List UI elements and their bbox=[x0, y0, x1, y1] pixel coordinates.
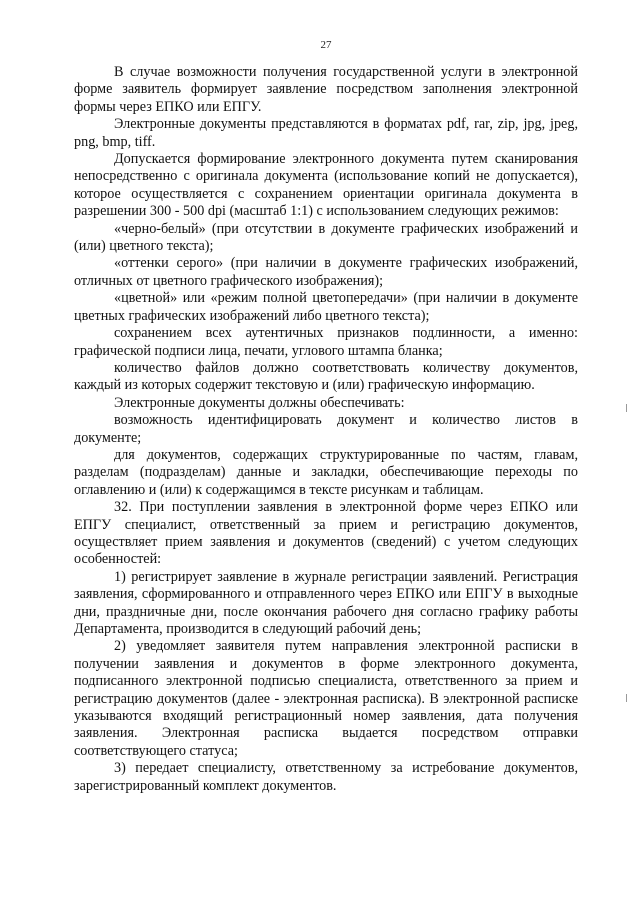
paragraph: Допускается формирование электронного документа путем сканирования непосредственно с оригинала документа (использование копий не допускается), которое осуществляется с сохранением ориентации оригинала документа в разрешении 300 - 500 dpi (масштаб 1:1) с использованием следующих режимов: bbox=[74, 151, 578, 220]
paragraph: 32. При поступлении заявления в электронной форме через ЕПКО или ЕПГУ специалист, ответственный за прием и регистрацию документов, осуществляет прием заявления и документов (сведений) с учетом следующих особенностей: bbox=[74, 499, 578, 568]
paragraph: 2) уведомляет заявителя путем направления электронной расписки в получении заявления и документов в форме электронного документа, подписанного электронной подписью специалиста, ответственного за прием и регистрацию документов (далее - электронная расписка). В электронной расписке указываются входящий регистрационный номер заявления, дата получения заявления. Электронная расписка выдается посредством отправки соответствующего статуса; bbox=[74, 638, 578, 759]
paragraph: «цветной» или «режим полной цветопередачи» (при наличии в документе цветных графических изображений либо цветного текста); bbox=[74, 290, 578, 324]
paragraph: «черно-белый» (при отсутствии в документе графических изображений и (или) цветного текста); bbox=[74, 220, 578, 255]
scan-mark bbox=[626, 694, 627, 702]
paragraph: В случае возможности получения государственной услуги в электронной форме заявитель формирует заявление посредством заполнения электронной формы через ЕПКО или ЕПГУ. bbox=[74, 64, 578, 115]
paragraph: Электронные документы представляются в форматах pdf, rar, zip, jpg, jpeg, png, bmp, tiff. bbox=[74, 116, 578, 150]
scan-mark bbox=[626, 404, 627, 412]
page-body bbox=[74, 64, 578, 795]
paragraph: 1) регистрирует заявление в журнале регистрации заявлений. Регистрация заявления, сформированного и отправленного через ЕПКО или ЕПГУ в выходные дни, праздничные дни, после окончания рабочего дня согласно графику работы Департамента, производится в следующий рабочий день; bbox=[74, 568, 578, 637]
paragraph: 3) передает специалисту, ответственному за истребование документов, зарегистрированный комплект документов. bbox=[74, 760, 578, 794]
paragraph: «оттенки серого» (при наличии в документе графических изображений, отличных от цветного графического изображения); bbox=[74, 255, 578, 289]
page-number: 27 bbox=[320, 39, 332, 51]
paragraph: для документов, содержащих структурированные по частям, главам, разделам (подразделам) данные и закладки, обеспечивающие переходы по оглавлению и (или) к содержащимся в тексте рисункам и таблицам. bbox=[74, 446, 578, 498]
paragraph: Электронные документы должны обеспечивать: bbox=[114, 394, 405, 411]
paragraph: возможность идентифицировать документ и количество листов в документе; bbox=[74, 412, 578, 446]
paragraph: сохранением всех аутентичных признаков подлинности, а именно: графической подписи лица, печати, углового штампа бланка; bbox=[74, 325, 578, 359]
paragraph: количество файлов должно соответствовать количеству документов, каждый из которых содержит текстовую и (или) графическую информацию. bbox=[74, 359, 578, 394]
